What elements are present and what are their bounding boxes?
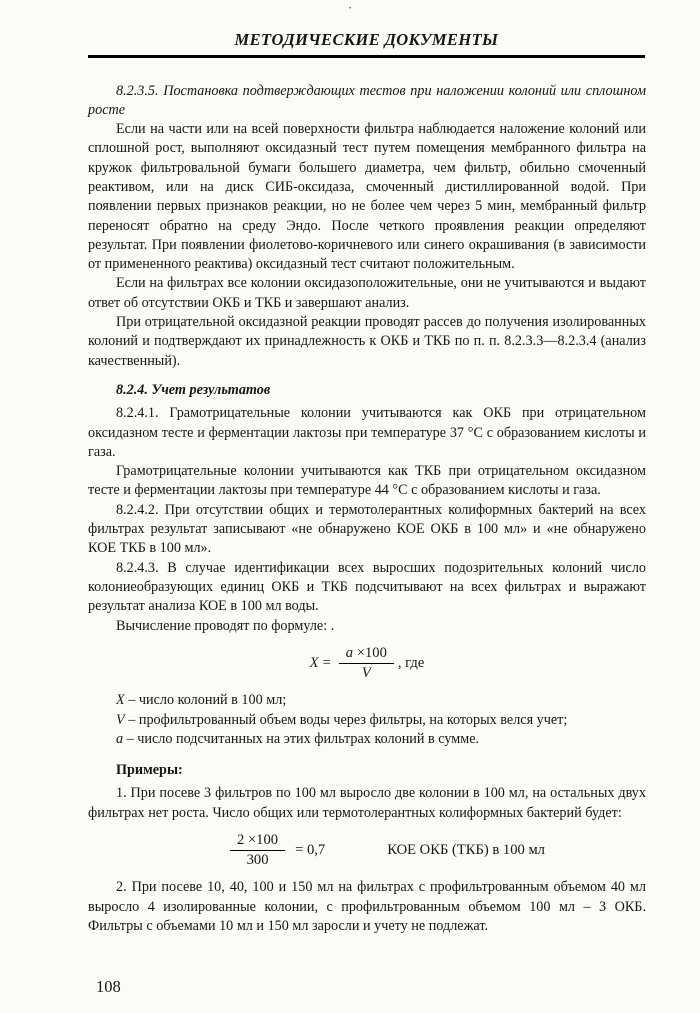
paragraph-8-2-4-2-not-found: 8.2.4.2. При отсутствии общих и термотолерантных колиформных бактерий на всех фильтрах результат записывают «не обнаружено КОЕ ОКБ в 100 мл» и «не обнаружено КОЕ ТКБ в 100 мл». <box>88 501 646 557</box>
section-8-2-3-5-title: 8.2.3.5. Постановка подтверждающих тестов при наложении колоний или сплошном росте <box>88 82 646 118</box>
formula-fraction <box>339 645 394 682</box>
definition-a-variable: a <box>116 730 124 747</box>
example-fraction <box>230 832 285 869</box>
examples-heading: Примеры: <box>116 762 183 779</box>
definition-x <box>116 691 646 710</box>
definition-x-variable: X <box>116 692 125 709</box>
definition-a <box>116 730 646 749</box>
paragraph-negative-oxidase: При отрицательной оксидазной реакции проводят рассев до получения изолированных колоний и подтверждают их принадлежность к ОКБ и ТКБ по п. п. 8.2.3.3—8.2.3.4 (анализ качественный). <box>88 314 646 369</box>
header-rule <box>88 55 645 58</box>
definition-x-text: – число колоний в 100 мл; <box>124 692 287 709</box>
example-numerator: 2 ×100 <box>230 832 285 851</box>
formula-koe-calculation <box>88 645 646 682</box>
definition-v <box>116 711 646 730</box>
formula-tail-text: , где <box>397 654 425 671</box>
header-title: МЕТОДИЧЕСКИЕ ДОКУМЕНТЫ <box>234 30 499 49</box>
paragraph-example-2: 2. При посеве 10, 40, 100 и 150 мл на фильтрах с профильтрованным объемом 40 мл выросло 4 изолированные колонии, с профильтрованным объемом 100 мл – 3 ОКБ. Фильтры с объемами 10 мл и 150 мл заросли и учету не подлежат. <box>88 879 646 935</box>
section-8-2-4-title: 8.2.4. Учет результатов <box>116 381 271 398</box>
document-body <box>88 82 646 937</box>
formula-lhs-variable: X <box>309 654 319 671</box>
example-denominator: 300 <box>246 852 269 869</box>
page-number: 108 <box>96 977 121 996</box>
formula-denominator: V <box>361 665 371 682</box>
definition-v-text: – профильтрованный объем воды через фильтры, на которых велся учет; <box>124 711 568 728</box>
formula-variable-definitions <box>88 691 646 749</box>
definition-v-variable: V <box>116 711 125 728</box>
formula-numerator-variable: a <box>345 644 354 661</box>
definition-a-text: – число подсчитанных на этих фильтрах колоний в сумме. <box>123 730 480 747</box>
paragraph-formula-intro: Вычисление проводят по формуле: . <box>116 617 335 634</box>
example-result-units: КОЕ ОКБ (ТКБ) в 100 мл <box>387 842 545 859</box>
paragraph-8-2-4-3-counting: 8.2.4.3. В случае идентификации всех выросших подозрительных колоний число колониеобразующих единиц ОКБ и ТКБ подсчитывают на всех фильтрах и выражают результат анализа КОЕ в 100 мл воды. <box>88 559 646 615</box>
scan-top-mark: · <box>347 0 353 15</box>
paragraph-oxidase-test: Если на части или на всей поверхности фильтра наблюдается наложение колоний или сплошной рост, выполняют оксидазный тест путем помещения мембранного фильтра на кружок фильтровальной бумаги большего диаметра, чем фильтр, обильно смоченный реактивом, или на диск СИБ-оксидаза, смоченный дистиллированной водой. При появлении первых признаков реакции, но не более чем через 5 мин, мембранный фильтр переносят обратно на среду Эндо. После четкого проявления реакции определяют результат. При появлении фиолетово-коричневого или синего окрашивания (в зависимости от примененного реактива) оксидазный тест считают положительным. <box>88 121 646 273</box>
paragraph-tkb: Грамотрицательные колонии учитываются как ТКБ при отрицательном оксидазном тесте и ферментации лактозы при температуре 44 °С с образованием кислоты и газа. <box>88 463 646 499</box>
formula-equals-sign: = <box>322 654 331 671</box>
paragraph-example-1: 1. При посеве 3 фильтров по 100 мл выросло две колонии в 100 мл, на остальных двух фильтрах нет роста. Число общих или термотолерантных колиформных бактерий будет: <box>88 785 646 821</box>
page-header <box>88 30 645 58</box>
formula-numerator <box>339 645 394 664</box>
paragraph-all-oxidase-positive: Если на фильтрах все колонии оксидазоположительные, они не учитываются и выдают ответ об отсутствии ОКБ и ТКБ и завершают анализ. <box>88 275 646 311</box>
paragraph-8-2-4-1-okb: 8.2.4.1. Грамотрицательные колонии учитываются как ОКБ при отрицательном оксидазном тесте и ферментации лактозы при температуре 37 °С с образованием кислоты и газа. <box>88 405 646 460</box>
example-result: = 0,7 <box>295 842 326 859</box>
formula-example-1-calculation <box>226 832 646 869</box>
formula-numerator-constant: ×100 <box>353 644 387 661</box>
